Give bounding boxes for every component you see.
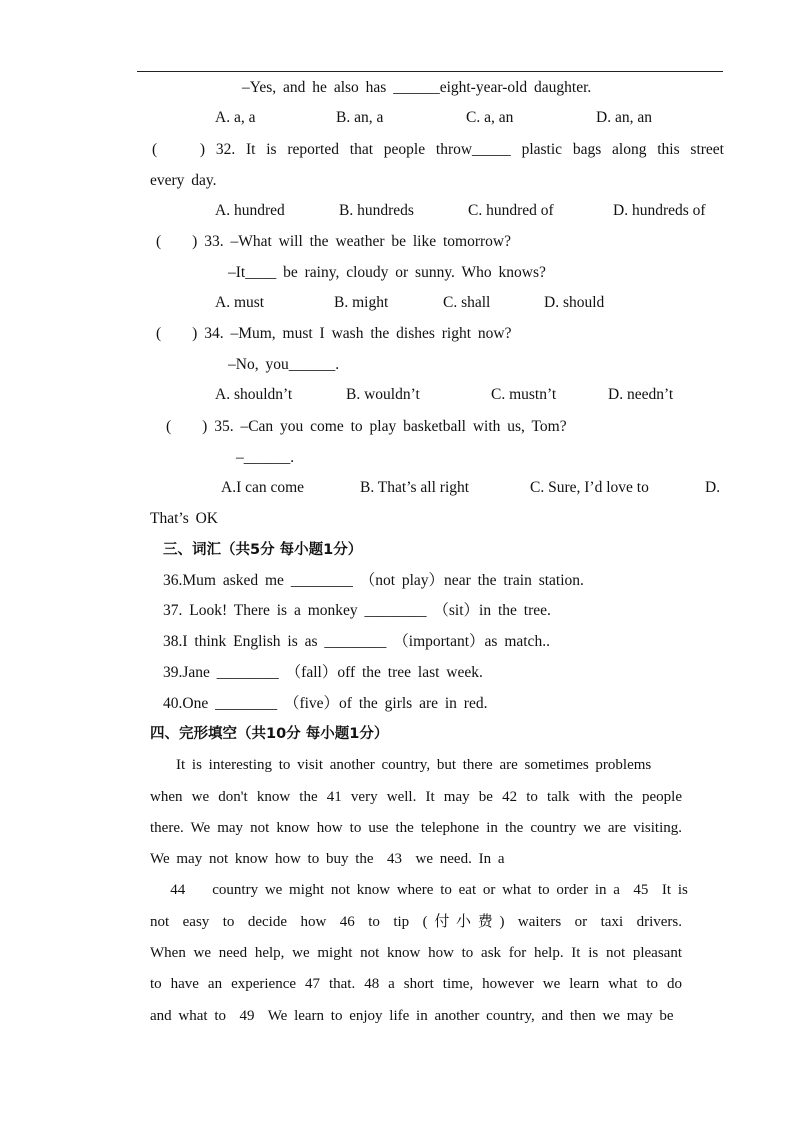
section3-item-36: 36.Mum asked me ________ （not play）near the train station. [163,572,584,589]
q32-stem-cont: every day. [150,172,217,189]
q35-stem: ( ) 35. –Can you come to play basketball with us, Tom? [166,418,567,435]
q31-option-a: A. a, a [215,109,256,126]
q35-reply: –______. [236,449,295,466]
q33-option-c: C. shall [443,294,491,311]
q31-option-d: D. an, an [596,109,652,126]
passage-line-8: to have an experience 47 that. 48 a short time, however we learn what to do [150,976,682,992]
q35-option-a: A.I can come [221,479,305,496]
q35-option-b: B. That’s all right [360,479,470,496]
q35-option-d: D. [705,479,721,496]
q33-option-d: D. should [544,294,605,311]
q34-reply: –No, you______. [228,356,340,373]
q31-option-c: C. a, an [466,109,514,126]
q32-option-c: C. hundred of [468,202,554,219]
section3-item-38: 38.I think English is as ________ （important）as match.. [163,633,550,650]
passage-line-6: not easy to decide how 46 to tip (付小费) waiters or taxi drivers. [150,914,682,930]
q34-option-b: B. wouldn’t [346,386,420,403]
q31-reply: –Yes, and he also has ______eight-year-old daughter. [242,79,592,96]
q33-option-b: B. might [334,294,389,311]
q32-option-a: A. hundred [215,202,285,219]
passage-line-7: When we need help, we might not know how to ask for help. It is not pleasant [150,945,682,961]
header-rule [137,71,723,72]
q32-option-b: B. hundreds [339,202,414,219]
q32-option-d: D. hundreds of [613,202,706,219]
section4-heading: 四、完形填空（共10分 每小题1分） [150,726,389,742]
q33-reply: –It____ be rainy, cloudy or sunny. Who knows? [228,264,546,281]
section3-heading: 三、词汇（共5分 每小题1分） [163,542,363,558]
q35-option-c: C. Sure, I’d love to [530,479,649,496]
q34-option-c: C. mustn’t [491,386,557,403]
q34-option-a: A. shouldn’t [215,386,293,403]
section3-item-37: 37. Look! There is a monkey ________ （sit）in the tree. [163,602,551,619]
passage-line-5: 44 country we might not know where to eat or what to order in a 45 It is [150,882,688,898]
passage-line-3: there. We may not know how to use the telephone in the country we are visiting. [150,820,682,836]
passage-line-2: when we don't know the 41 very well. It may be 42 to talk with the people [150,789,682,805]
passage-line-9: and what to 49 We learn to enjoy life in another country, and then we may be [150,1008,674,1024]
q33-stem: ( ) 33. –What will the weather be like tomorrow? [156,233,511,250]
passage-line-4: We may not know how to buy the 43 we need. In a [150,851,505,867]
q35-option-d-cont: That’s OK [150,510,219,527]
q32-stem: ( ) 32. It is reported that people throw_____ plastic bags along this street [152,141,724,158]
q31-option-b: B. an, a [336,109,384,126]
section3-item-40: 40.One ________ （five）of the girls are in red. [163,695,488,712]
q34-option-d: D. needn’t [608,386,674,403]
q33-option-a: A. must [215,294,265,311]
passage-line-1: It is interesting to visit another country, but there are sometimes problems [176,757,652,773]
q34-stem: ( ) 34. –Mum, must I wash the dishes right now? [156,325,512,342]
section3-item-39: 39.Jane ________ （fall）off the tree last week. [163,664,483,681]
